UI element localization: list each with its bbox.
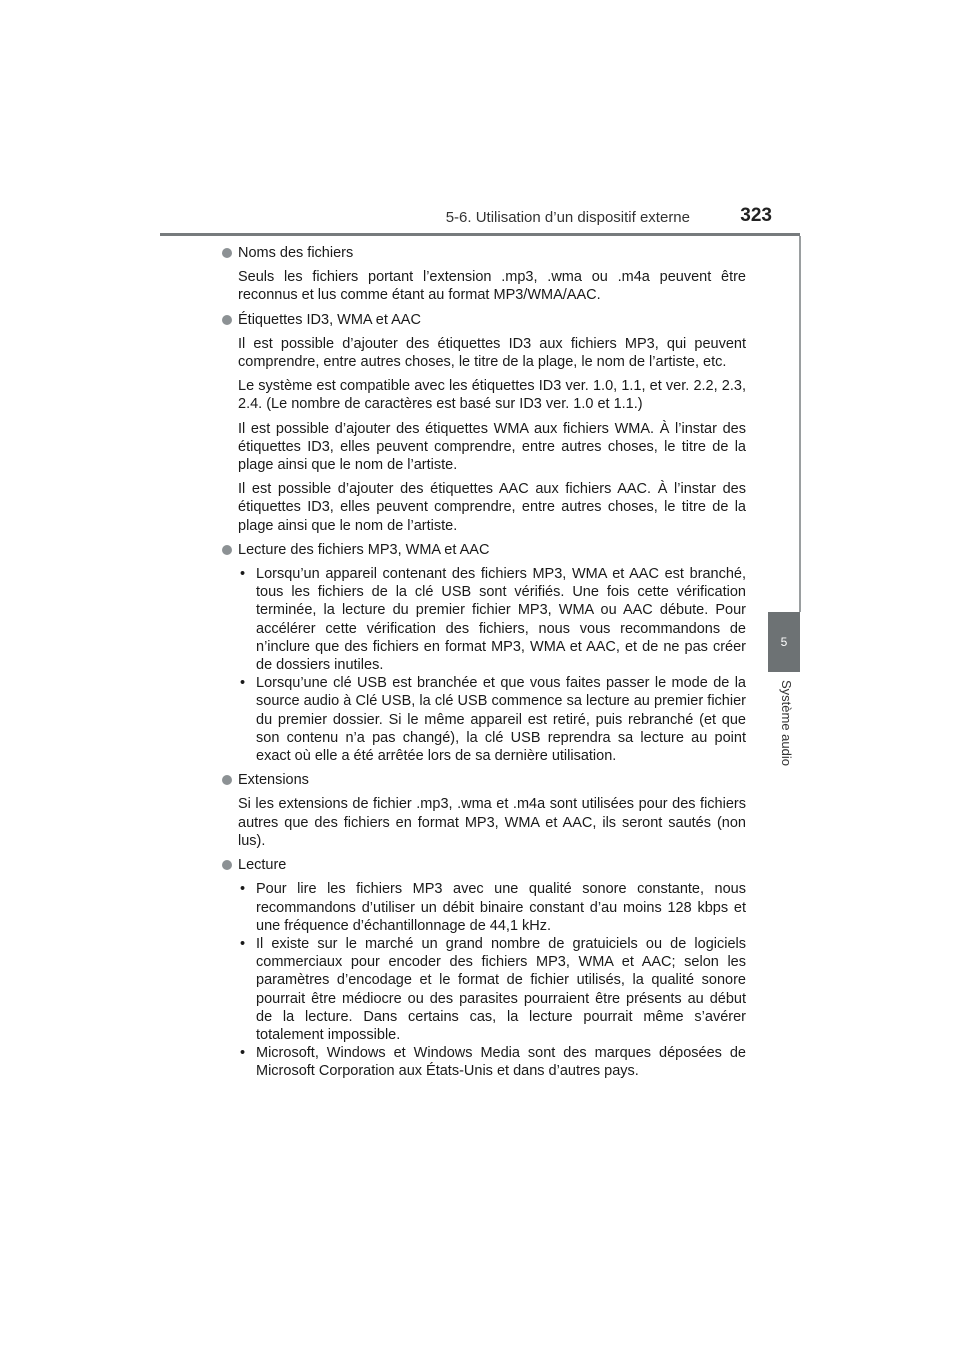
bullet-mark: • [240, 1045, 246, 1062]
paragraph: Il est possible d’ajouter des étiquettes WMA aux fichiers WMA. À l’instar des étiquettes ID3, elles peuvent comprendre, entre autres choses, le titre de la plage ainsi que le nom de l’artiste. [238, 420, 746, 474]
bullet-mark: • [240, 881, 246, 898]
bullet-mark: • [240, 935, 246, 952]
item-heading [222, 244, 746, 262]
paragraph: Il est possible d’ajouter des étiquettes ID3 aux fichiers MP3, qui peuvent comprendre, entre autres choses, le titre de la plage, le nom de l’artiste, etc. [238, 335, 746, 371]
bullet-dot-icon [222, 315, 232, 325]
bullet-list [222, 880, 746, 1080]
bullet-dot-icon [222, 248, 232, 258]
bullet-dot-icon [222, 775, 232, 785]
paragraph: Seuls les fichiers portant l’extension .mp3, .wma ou .m4a peuvent être reconnus et lus comme étant au format MP3/WMA/AAC. [238, 269, 746, 304]
bullet-mark: • [240, 566, 246, 583]
chapter-tab: 5 [768, 612, 800, 672]
list-item [222, 1044, 746, 1080]
list-item-text: Lorsqu’un appareil contenant des fichiers MP3, WMA et AAC est branché, tous les fichiers de la clé USB sont vérifiés. Une fois cette vérification terminée, la lecture du premier fichier MP3, WMA ou AAC débute. Pour accélérer cette vérification des fichiers, nous vous recommandons de n’inclure que des fichiers en format MP3, WMA et AAC, et de ne pas créer de dossiers inutiles. [256, 566, 746, 674]
section-item [222, 311, 746, 535]
section-title: 5-6. Utilisation d’un dispositif externe [445, 209, 690, 226]
section-item [222, 244, 746, 305]
list-item-text: Pour lire les fichiers MP3 avec une qualité sonore constante, nous recommandons d’utiliser un débit binaire constant d’au moins 128 kbps et une fréquence d’échantillonnage de 44,1 kHz. [256, 881, 746, 934]
list-item-text: Microsoft, Windows et Windows Media sont des marques déposées de Microsoft Corporation aux États-Unis et dans d’autres pays. [256, 1045, 746, 1080]
list-item [222, 565, 746, 674]
section-item [222, 856, 746, 1080]
page-content [222, 244, 746, 1087]
item-heading [222, 311, 746, 329]
paragraph: Si les extensions de fichier .mp3, .wma et .m4a sont utilisées pour des fichiers autres que des fichiers en format MP3, WMA et AAC, ils seront sautés (non lus). [238, 796, 746, 849]
bullet-mark: • [240, 675, 246, 692]
item-title: Étiquettes ID3, WMA et AAC [238, 311, 421, 328]
bullet-dot-icon [222, 860, 232, 870]
list-item [222, 674, 746, 765]
side-divider [799, 236, 801, 612]
chapter-label: Système audio [779, 680, 794, 766]
list-item [222, 880, 746, 935]
page-number: 323 [740, 205, 772, 226]
item-title: Noms des fichiers [238, 245, 354, 261]
bullet-dot-icon [222, 545, 232, 555]
section-item [222, 541, 746, 765]
list-item-text: Il existe sur le marché un grand nombre de gratuiciels ou de logiciels commerciaux pour encoder des fichiers MP3, WMA et AAC; selon les paramètres d’encodage et le format de fichier utilisés, la qualité sonore pourrait être médiocre ou des parasites pourraient être présents au début de la lecture. Dans certains cas, la lecture pourrait même s’avérer totalement impossible. [256, 935, 746, 1043]
paragraph: Le système est compatible avec les étiquettes ID3 ver. 1.0, 1.1, et ver. 2.2, 2.3, 2.4. (Le nombre de caractères est basé sur ID3 ver. 1.0 et 1.1.) [238, 378, 746, 413]
item-heading [222, 856, 746, 874]
item-title: Lecture [238, 857, 287, 874]
list-item [222, 935, 746, 1044]
item-heading [222, 541, 746, 559]
item-heading [222, 771, 746, 789]
bullet-list [222, 565, 746, 765]
item-title: Extensions [238, 772, 309, 789]
list-item-text: Lorsqu’une clé USB est branchée et que vous faites passer le mode de la source audio à Clé USB, la clé USB commence sa lecture au premier fichier du premier dossier. Si le même appareil est retiré, puis rebranché (et que son contenu n’a pas changé), la clé USB reprendra sa lecture au point exact où elle a été arrêtée lors de sa dernière utilisation. [256, 675, 746, 765]
page-header [160, 205, 800, 235]
item-title: Lecture des fichiers MP3, WMA et AAC [238, 541, 490, 558]
section-item [222, 771, 746, 850]
header-divider [160, 233, 800, 236]
paragraph: Il est possible d’ajouter des étiquettes AAC aux fichiers AAC. À l’instar des étiquettes ID3, elles peuvent comprendre, entre autres choses, le titre de la plage ainsi que le nom de l’artiste. [238, 481, 746, 534]
